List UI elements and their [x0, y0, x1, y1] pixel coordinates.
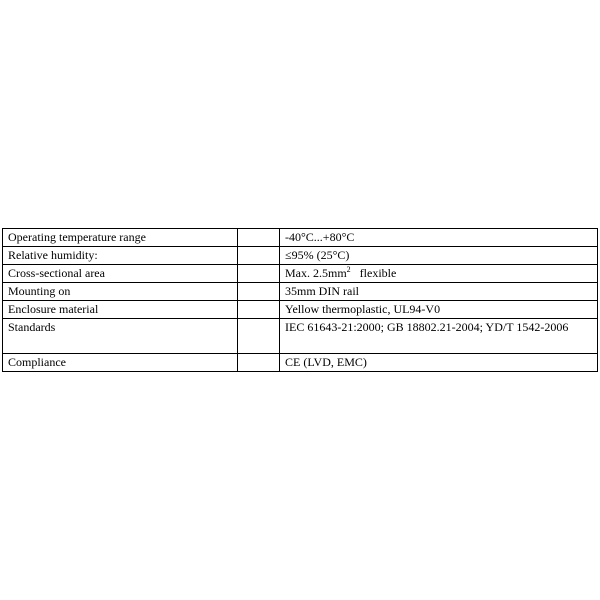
spec-value-main: Max. 2.5mm	[285, 266, 347, 280]
table-row	[3, 265, 598, 283]
empty-cell	[238, 354, 280, 372]
spec-label: Mounting on	[3, 283, 238, 301]
spec-value: 35mm DIN rail	[280, 283, 598, 301]
empty-cell	[238, 247, 280, 265]
table-row	[3, 301, 598, 319]
empty-cell	[238, 319, 280, 354]
spec-label: Cross-sectional area	[3, 265, 238, 283]
table-row	[3, 319, 598, 354]
empty-cell	[238, 229, 280, 247]
empty-cell	[238, 301, 280, 319]
spec-value: Yellow thermoplastic, UL94-V0	[280, 301, 598, 319]
table-row	[3, 283, 598, 301]
empty-cell	[238, 265, 280, 283]
spec-label: Standards	[3, 319, 238, 354]
table-row	[3, 247, 598, 265]
spec-value-superscript: 2	[346, 265, 351, 274]
spec-value: IEC 61643-21:2000; GB 18802.21-2004; YD/T 1542-2006	[280, 319, 598, 354]
table-row	[3, 229, 598, 247]
spec-value: -40°C...+80°C	[280, 229, 598, 247]
spec-label: Compliance	[3, 354, 238, 372]
specifications-table	[2, 228, 598, 372]
spec-value-suffix: flexible	[350, 266, 397, 280]
spec-value: ≤95% (25°C)	[280, 247, 598, 265]
spec-label: Operating temperature range	[3, 229, 238, 247]
empty-cell	[238, 283, 280, 301]
table-row	[3, 354, 598, 372]
spec-value: CE (LVD, EMC)	[280, 354, 598, 372]
spec-value	[280, 265, 598, 283]
spec-label: Enclosure material	[3, 301, 238, 319]
spec-label: Relative humidity:	[3, 247, 238, 265]
